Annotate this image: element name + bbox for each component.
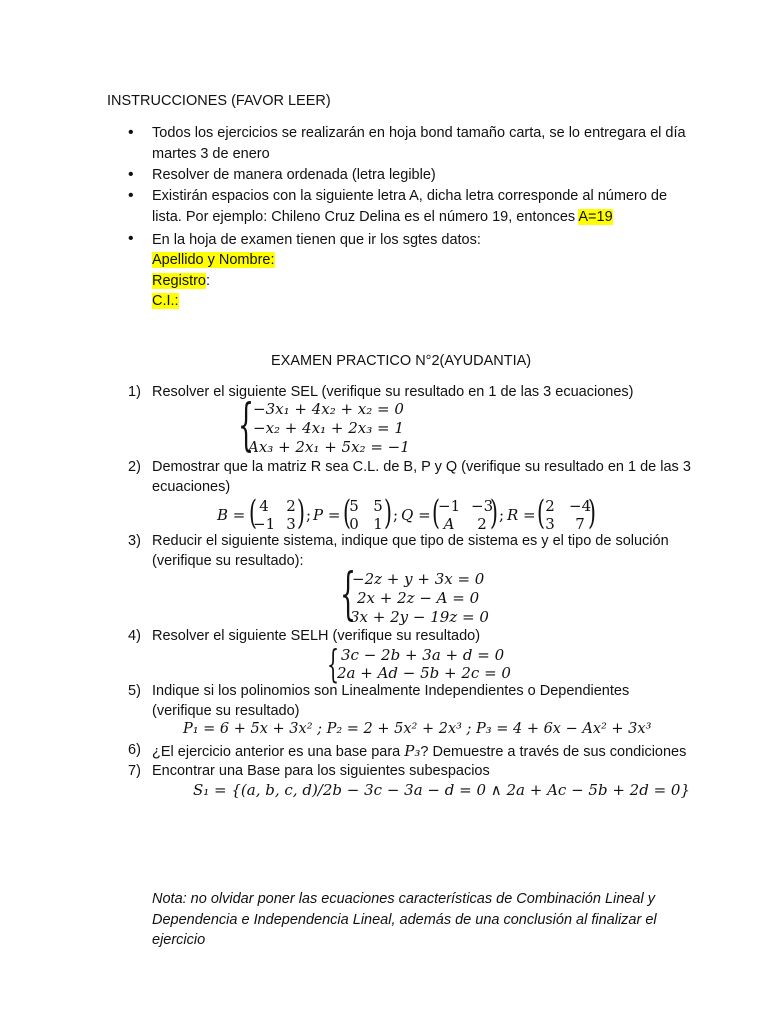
matrix-q-c: A (443, 515, 455, 533)
q6-text (152, 742, 686, 760)
bullet3-line1: Existirán espacios con la siguiente letra A, dicha letra corresponde al número de (152, 188, 668, 204)
matrix-r-left-paren: ( (537, 493, 545, 533)
matrix-q-a: −1 (438, 497, 461, 515)
q3-eq3: 3x + 2y − 19z = 0 (350, 608, 489, 626)
q4-eq2: 2a + Ad − 5b + 2c = 0 (337, 664, 511, 682)
matrix-r-c: 3 (545, 515, 555, 533)
matrix-p-left-paren: ( (343, 493, 351, 533)
q4-brace: { (327, 642, 340, 686)
q3-eq1: −2z + y + 3x = 0 (352, 570, 485, 588)
q5-number: 5) (128, 683, 141, 699)
q3-number: 3) (128, 533, 141, 549)
bullet1-line2: martes 3 de enero (152, 146, 270, 162)
bullet3-line2 (152, 209, 613, 225)
q7-text: Encontrar una Base para los siguientes subespacios (152, 763, 490, 779)
matrix-q-d: 2 (477, 515, 487, 533)
q6-text-b: ? Demuestre a través de sus condiciones (420, 744, 687, 760)
bullet-dot: • (128, 187, 134, 204)
q2-line2: ecuaciones) (152, 479, 231, 495)
bullet4-text: En la hoja de examen tienen que ir los sgtes datos: (152, 232, 481, 248)
matrix-p-b: 5 (373, 497, 383, 515)
matrix-q-b: −3 (471, 497, 494, 515)
matrix-b-d: 3 (286, 515, 296, 533)
field-registro-colon: : (206, 273, 211, 289)
matrix-q-sep: ; (499, 506, 505, 524)
q1-number: 1) (128, 384, 141, 400)
matrix-p-right-paren: ) (384, 493, 392, 533)
bullet-dot: • (128, 166, 134, 183)
note-line2: Dependencia e Independencia Lineal, además de una conclusión al finalizar el (152, 912, 657, 928)
q1-brace: { (238, 393, 255, 458)
q7-number: 7) (128, 763, 141, 779)
bullet1-line1: Todos los ejercicios se realizarán en hoja bond tamaño carta, se lo entregara el día (152, 125, 686, 141)
q6-text-p: P₃ (404, 742, 421, 760)
note-line3: ejercicio (152, 932, 206, 948)
field-name-label: Apellido y Nombre: (152, 252, 275, 268)
matrix-b-left-paren: ( (249, 493, 257, 533)
q2-line1: Demostrar que la matriz R sea C.L. de B, P y Q (verifique su resultado en 1 de las 3 (152, 459, 691, 475)
note-line1: Nota: no olvidar poner las ecuaciones características de Combinación Lineal y (152, 891, 655, 907)
q1-text: Resolver el siguiente SEL (verifique su resultado en 1 de las 3 ecuaciones) (152, 384, 634, 400)
matrix-r-b: −4 (569, 497, 592, 515)
field-registro (152, 273, 210, 289)
matrix-p-c: 0 (349, 515, 359, 533)
exam-title: EXAMEN PRACTICO N°2(AYUDANTIA) (271, 353, 532, 369)
matrix-p-d: 1 (373, 515, 383, 533)
matrix-b-sep: ; (306, 506, 312, 524)
q1-eq3: Ax₃ + 2x₁ + 5x₂ = −1 (248, 438, 410, 456)
q1-eq2: −x₂ + 4x₁ + 2x₃ = 1 (253, 419, 404, 437)
matrix-b-right-paren: ) (297, 493, 305, 533)
q7-subspace: S₁ = {(a, b, c, d)/2b − 3c − 3a − d = 0 ∧ 2a + Ac − 5b + 2d = 0} (193, 781, 691, 799)
field-registro-label: Registro (152, 273, 206, 289)
matrix-b-a: 4 (259, 497, 269, 515)
field-ci (152, 293, 179, 309)
matrix-p-label: P = (313, 506, 341, 524)
matrix-p-sep: ; (393, 506, 399, 524)
matrix-b-b: 2 (286, 497, 296, 515)
q2-number: 2) (128, 459, 141, 475)
q5-polynomials: P₁ = 6 + 5x + 3x² ; P₂ = 2 + 5x² + 2x³ ; P₃ = 4 + 6x − Ax² + 3x³ (183, 721, 652, 737)
q3-line2: (verifique su resultado): (152, 553, 304, 569)
matrix-r-a: 2 (545, 497, 555, 515)
matrix-r-d: 7 (575, 515, 585, 533)
example-highlight: A=19 (578, 209, 613, 225)
q3-eq2: 2x + 2z − A = 0 (357, 589, 480, 607)
matrix-b-label: B = (217, 506, 246, 524)
bullet-dot: • (128, 230, 134, 247)
q4-eq1: 3c − 2b + 3a + d = 0 (341, 646, 505, 664)
bullet-dot: • (128, 124, 134, 141)
q6-text-a: ¿El ejercicio anterior es una base para (152, 744, 405, 760)
q4-text: Resolver el siguiente SELH (verifique su resultado) (152, 628, 481, 644)
matrix-r-label: R = (507, 506, 536, 524)
matrix-q-label: Q = (401, 506, 431, 524)
instructions-heading: INSTRUCCIONES (FAVOR LEER) (107, 93, 331, 109)
q3-brace: { (340, 562, 357, 627)
q6-number: 6) (128, 742, 141, 758)
q4-number: 4) (128, 628, 141, 644)
field-name (152, 252, 275, 268)
bullet3-line2-text: lista. Por ejemplo: Chileno Cruz Delina es el número 19, entonces (152, 209, 579, 225)
matrix-p-a: 5 (349, 497, 359, 515)
matrix-b-c: −1 (253, 515, 276, 533)
q5-line1: Indique si los polinomios son Linealmente Independientes o Dependientes (152, 683, 630, 699)
q3-line1: Reducir el siguiente sistema, indique que tipo de sistema es y el tipo de solución (152, 533, 669, 549)
q1-eq1: −3x₁ + 4x₂ + x₂ = 0 (253, 400, 404, 418)
matrix-q-right-paren: ) (490, 493, 498, 533)
matrix-r-right-paren: ) (588, 493, 596, 533)
matrix-q-left-paren: ( (432, 493, 440, 533)
q5-line2: (verifique su resultado) (152, 703, 300, 719)
bullet2-text: Resolver de manera ordenada (letra legible) (152, 167, 436, 183)
field-ci-label: C.I.: (152, 293, 179, 309)
